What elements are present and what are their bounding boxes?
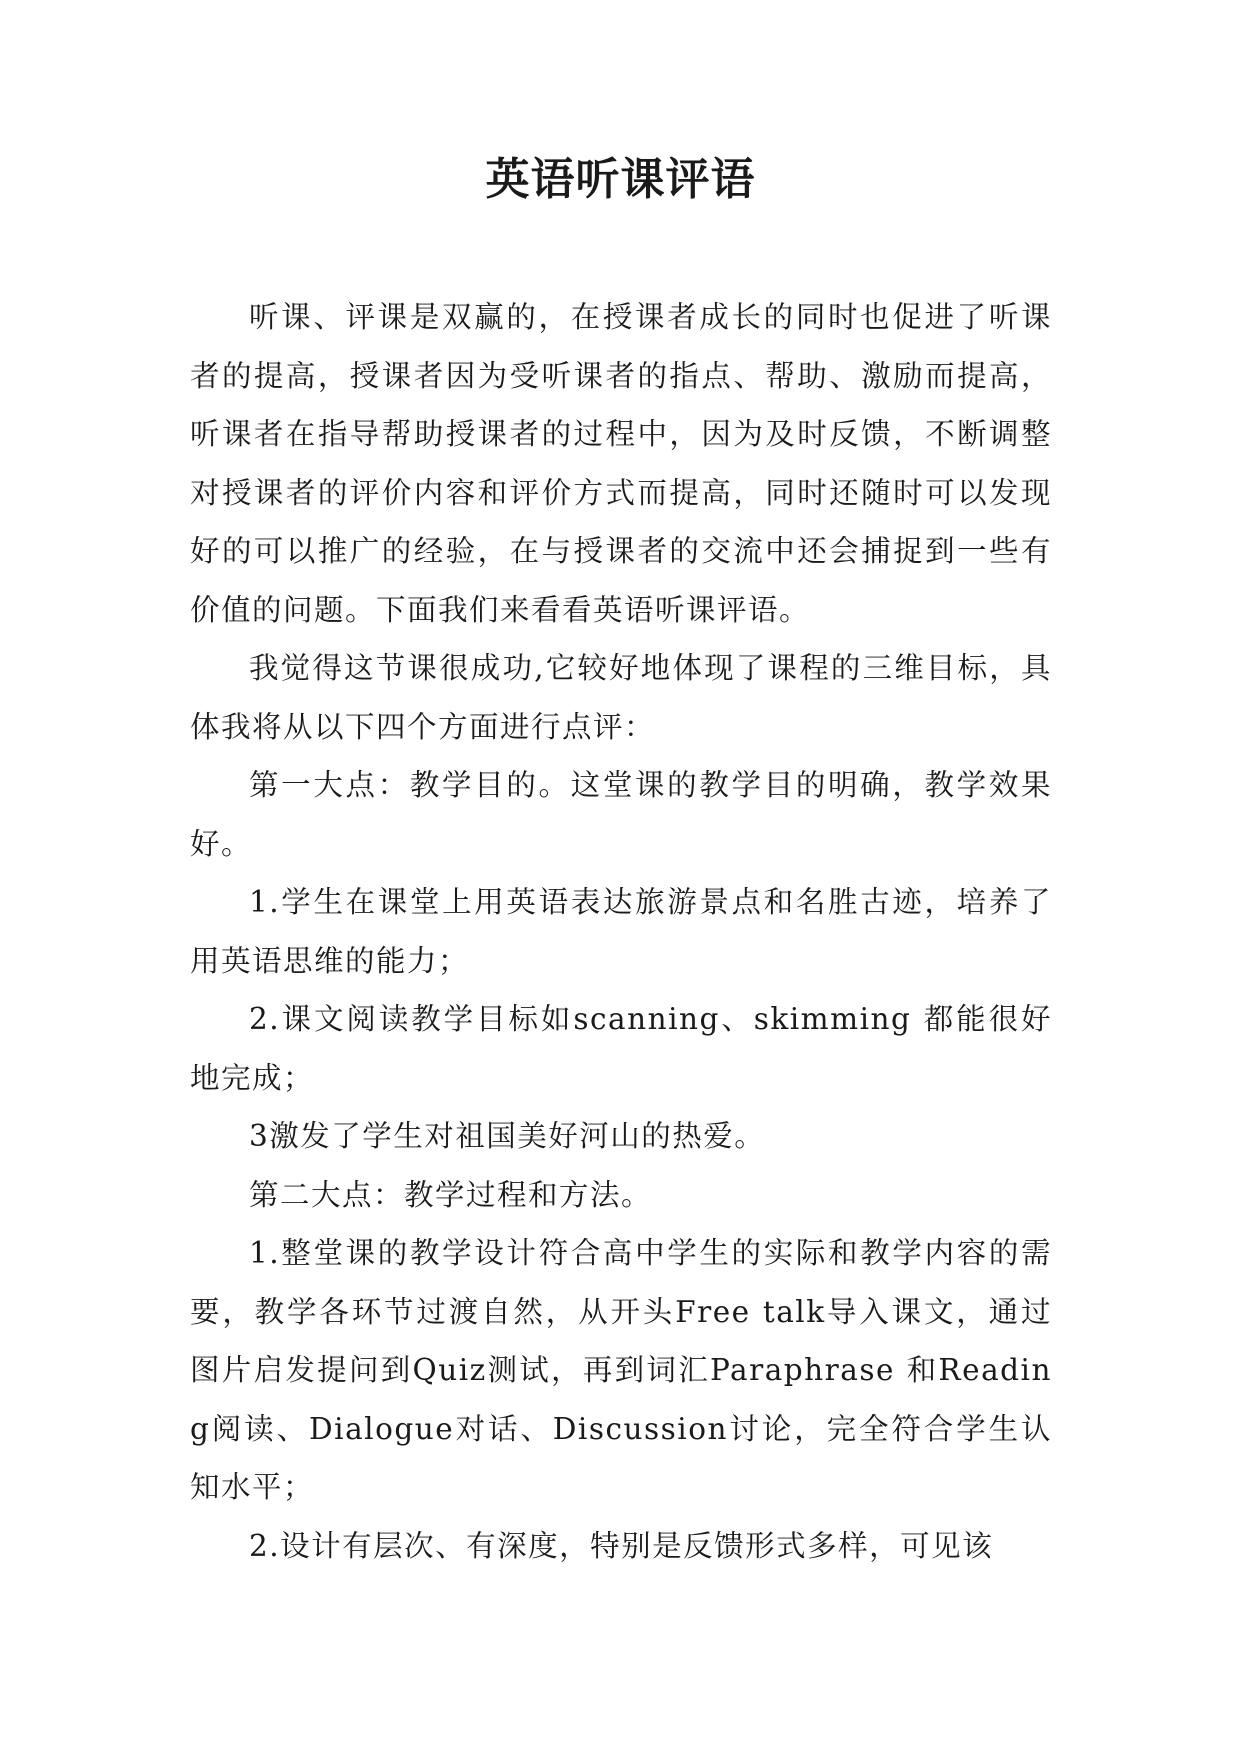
- paragraph-point-one-heading: 第一大点：教学目的。这堂课的教学目的明确，教学效果好。: [190, 768, 1052, 861]
- paragraph-intro: 听课、评课是双赢的，在授课者成长的同时也促进了听课者的提高，授课者因为受听课者的指点、帮助、激励而提高，听课者在指导帮助授课者的过程中，因为及时反馈，不断调整对授课者的评价内容和评价方式而提高，同时还随时可以发现好的可以推广的经验，在与授课者的交流中还会捕捉到一些有价值的问题。下面我们来看看英语听课评语。: [190, 300, 1052, 627]
- paragraph-point-two-item-1: 1.整堂课的教学设计符合高中学生的实际和教学内容的需要，教学各环节过渡自然，从开头Free talk导入课文，通过图片启发提问到Quiz测试，再到词汇Paraphrase 和Reading阅读、Dialogue对话、Discussion讨论，完全符合学生认知水平；: [190, 1236, 1052, 1504]
- paragraph-point-one-item-2: 2.课文阅读教学目标如scanning、skimming 都能很好地完成；: [190, 1002, 1052, 1095]
- paragraph-point-two-heading: 第二大点：教学过程和方法。: [249, 1177, 653, 1212]
- paragraph-point-one-item-3: 3激发了学生对祖国美好河山的热爱。: [249, 1119, 766, 1153]
- document-body: [190, 288, 1052, 1575]
- document-title: 英语听课评语: [485, 154, 756, 205]
- paragraph-point-one-item-1: 1.学生在课堂上用英语表达旅游景点和名胜古迹，培养了用英语思维的能力；: [190, 885, 1052, 978]
- paragraph-point-two-item-2: 2.设计有层次、有深度，特别是反馈形式多样，可见该: [249, 1528, 994, 1563]
- paragraph-overview: 我觉得这节课很成功,它较好地体现了课程的三维目标，具体我将从以下四个方面进行点评：: [190, 651, 1052, 744]
